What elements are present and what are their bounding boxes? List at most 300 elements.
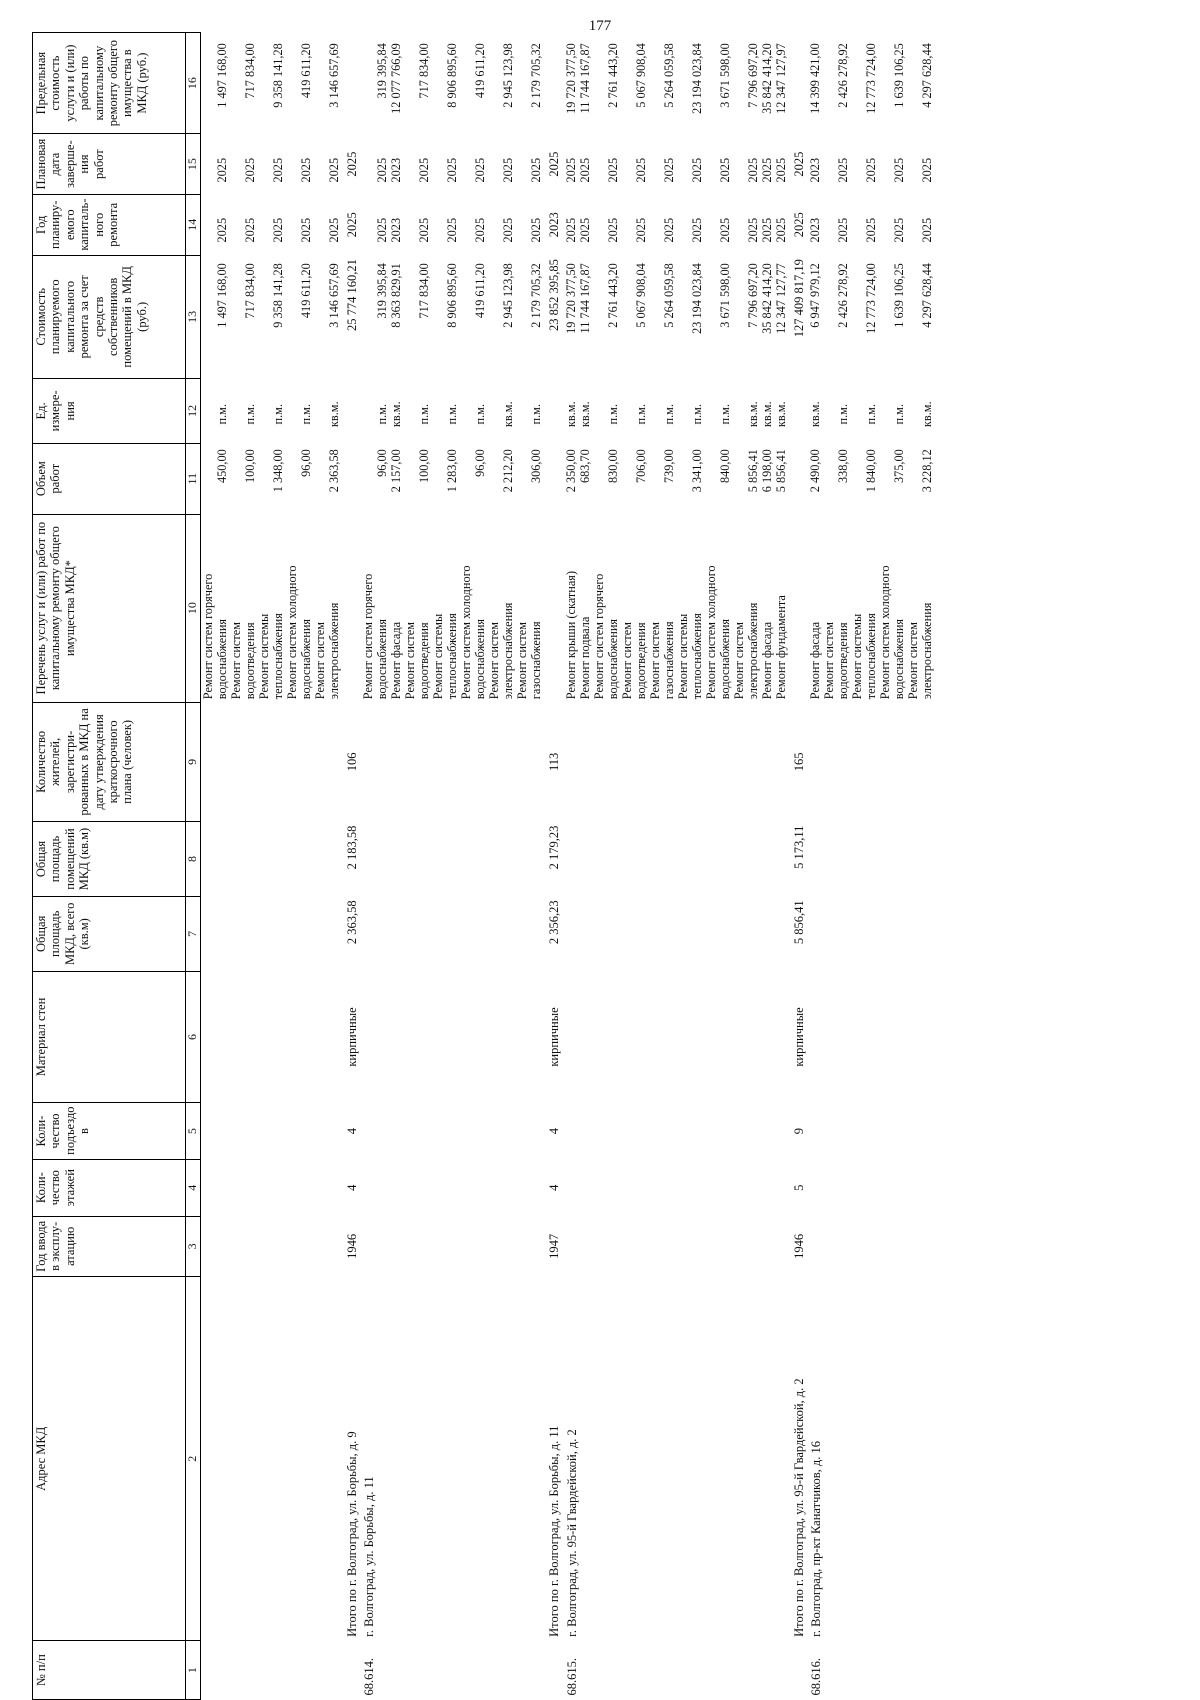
work-year: 2025 xyxy=(529,217,544,243)
work-end-date: 2025 xyxy=(375,157,390,183)
work-name: Ремонт фасада xyxy=(759,621,774,700)
unit-cell xyxy=(543,379,563,444)
work-name: Ремонт систем xyxy=(731,621,746,700)
empty-cell xyxy=(564,822,788,897)
works-cell xyxy=(788,514,808,702)
work-cost xyxy=(906,260,920,382)
work-volume: 2 350,00 xyxy=(563,449,578,493)
work-volume xyxy=(285,446,299,516)
work-year: 2025 xyxy=(473,217,488,243)
floors-cell: 4 xyxy=(547,1184,562,1191)
column-number-11: 11 xyxy=(186,443,201,514)
work-cost: 2 426 278,92 xyxy=(836,263,851,328)
work-year: 2025 xyxy=(773,217,788,243)
work-name: теплоснабжения xyxy=(271,613,285,700)
work-volume: 450,00 xyxy=(215,449,229,484)
volume-cell xyxy=(543,443,563,514)
work-unit xyxy=(648,382,662,446)
work-volume xyxy=(878,446,892,516)
work-year: 2025 xyxy=(243,217,257,243)
total-year-cell: 2025 xyxy=(345,212,359,238)
work-year: 2025 xyxy=(892,217,907,243)
works-list-cell xyxy=(808,33,934,703)
work-end-date xyxy=(403,140,417,200)
work-name: Ремонт фасада xyxy=(389,621,404,700)
work-end-date: 2025 xyxy=(445,157,460,183)
empty-cell xyxy=(361,1103,543,1160)
work-name: водоснабжения xyxy=(215,618,229,700)
column-number-1: 1 xyxy=(186,1641,201,1700)
work-unit xyxy=(285,382,299,446)
work-volume: 2 157,00 xyxy=(389,449,404,493)
work-volume: 375,00 xyxy=(892,449,907,484)
work-unit: п.м. xyxy=(661,403,676,425)
work-cost xyxy=(732,260,746,382)
work-unit: п.м. xyxy=(271,403,285,425)
column-number-15: 15 xyxy=(186,134,201,195)
header-cell-9: Количество жителей, зарегистри-рованных в МКД на дату утверждения краткосрочного плана (человек) xyxy=(33,702,186,821)
work-cost: 2 761 443,20 xyxy=(605,263,620,328)
work-end-date xyxy=(201,140,215,200)
rooms-area-cell: 2 183,58 xyxy=(345,825,359,870)
repair-plan-table xyxy=(32,32,934,1700)
empty-cell xyxy=(808,1103,934,1160)
work-cost: 12 347 127,77 xyxy=(773,263,788,334)
work-cost xyxy=(648,260,662,382)
work-volume: 338,00 xyxy=(836,449,851,484)
empty-cell xyxy=(808,1216,934,1277)
work-unit xyxy=(459,382,473,446)
work-limit-cost: 19 720 377,50 xyxy=(563,43,578,114)
work-end-date: 2023 xyxy=(808,157,823,183)
work-end-date: 2025 xyxy=(661,157,676,183)
work-volume xyxy=(257,446,271,516)
work-name: Ремонт систем xyxy=(822,621,837,700)
unit-cell xyxy=(788,379,808,444)
header-cell-7: Общая площадь МКД, всего (кв.м) xyxy=(33,896,186,971)
address-block-row xyxy=(361,33,543,1700)
work-year: 2025 xyxy=(661,217,676,243)
work-year: 2025 xyxy=(417,217,432,243)
work-year: 2025 xyxy=(920,217,935,243)
work-end-date: 2023 xyxy=(389,157,404,183)
empty-cell xyxy=(361,702,543,821)
work-cost: 1 639 106,25 xyxy=(892,263,907,328)
work-end-date xyxy=(459,140,473,200)
works-cell xyxy=(341,514,361,702)
total-area-cell: 5 856,41 xyxy=(791,900,806,945)
work-end-date: 2025 xyxy=(759,157,774,183)
total-row xyxy=(543,33,563,1700)
row-number: 68.616. xyxy=(809,1658,824,1696)
works-list-cell xyxy=(201,33,342,703)
work-unit xyxy=(515,382,529,446)
work-end-date: 2025 xyxy=(633,157,648,183)
work-limit-cost: 1 639 106,25 xyxy=(892,43,907,108)
work-end-date: 2025 xyxy=(864,157,879,183)
wall-material-cell: кирпичные xyxy=(791,1007,806,1067)
work-end-date: 2025 xyxy=(689,157,704,183)
work-name: Ремонт крыши (скатная) xyxy=(563,570,578,700)
work-limit-cost xyxy=(850,40,864,140)
work-end-date: 2025 xyxy=(529,157,544,183)
work-name: газоснабжения xyxy=(661,621,676,700)
work-volume: 1 348,00 xyxy=(271,449,285,493)
empty-cell xyxy=(201,1216,342,1277)
entrances-cell: 4 xyxy=(547,1127,562,1135)
work-end-date xyxy=(676,140,690,200)
total-area-cell: 2 356,23 xyxy=(547,900,562,945)
header-cell-8: Общая площадь помещений МКД (кв.м) xyxy=(33,822,186,897)
work-end-date: 2025 xyxy=(920,157,935,183)
work-year xyxy=(704,200,718,260)
header-cell-14: Год планиру-емого капиталь-ного ремонта xyxy=(33,194,186,255)
work-volume xyxy=(676,446,690,516)
total-area-cell: 2 363,58 xyxy=(345,900,359,945)
work-limit-cost xyxy=(704,40,718,140)
work-end-date: 2025 xyxy=(215,157,229,183)
address-cell: г. Волгоград, ул. Борьбы, д. 11 xyxy=(362,1476,377,1637)
empty-cell xyxy=(808,971,934,1102)
work-limit-cost xyxy=(822,40,836,140)
work-volume: 683,70 xyxy=(577,449,592,484)
work-volume: 2 363,58 xyxy=(327,449,341,493)
work-limit-cost: 5 264 059,58 xyxy=(661,43,676,108)
work-cost: 717 834,00 xyxy=(243,263,257,319)
limit-cell xyxy=(341,33,361,134)
work-limit-cost: 1 497 168,00 xyxy=(215,43,229,108)
column-number-row xyxy=(186,33,201,1700)
work-cost xyxy=(676,260,690,382)
work-end-date: 2025 xyxy=(501,157,516,183)
work-year xyxy=(431,200,445,260)
work-limit-cost xyxy=(648,40,662,140)
work-year: 2025 xyxy=(215,217,229,243)
residents-cell: 106 xyxy=(345,752,359,772)
work-end-date xyxy=(704,140,718,200)
work-name: Ремонт систем холодного xyxy=(703,565,718,700)
work-end-date xyxy=(487,140,501,200)
work-name: Ремонт систем горячего xyxy=(201,573,215,700)
row-number xyxy=(543,1641,563,1700)
work-volume: 840,00 xyxy=(717,449,732,484)
work-name: Ремонт систем xyxy=(313,621,327,700)
limit-cell xyxy=(788,33,808,134)
work-unit xyxy=(906,382,920,446)
work-cost xyxy=(878,260,892,382)
work-name: Ремонт систем xyxy=(906,621,921,700)
work-cost xyxy=(704,260,718,382)
work-unit xyxy=(592,382,606,446)
empty-cell xyxy=(564,896,788,971)
work-volume: 100,00 xyxy=(243,449,257,484)
work-unit xyxy=(431,382,445,446)
work-year: 2025 xyxy=(563,217,578,243)
work-volume xyxy=(704,446,718,516)
work-year xyxy=(229,200,243,260)
work-end-date: 2025 xyxy=(717,157,732,183)
work-end-date: 2025 xyxy=(773,157,788,183)
work-unit: п.м. xyxy=(445,403,460,425)
work-volume: 100,00 xyxy=(417,449,432,484)
work-year: 2025 xyxy=(299,217,313,243)
work-unit xyxy=(822,382,836,446)
total-cost-cell: 127 409 817,19 xyxy=(791,259,806,338)
residents-cell: 165 xyxy=(791,752,806,772)
work-end-date: 2025 xyxy=(473,157,488,183)
work-name: Ремонт систем холодного xyxy=(459,565,474,700)
work-unit xyxy=(732,382,746,446)
work-limit-cost xyxy=(201,40,215,140)
work-end-date xyxy=(850,140,864,200)
work-end-date: 2025 xyxy=(577,157,592,183)
work-end-date: 2025 xyxy=(299,157,313,183)
work-cost: 7 796 697,20 xyxy=(745,263,760,328)
work-unit: п.м. xyxy=(375,403,390,425)
total-row xyxy=(788,33,808,1700)
work-limit-cost: 2 426 278,92 xyxy=(836,43,851,108)
header-cell-2: Адрес МКД xyxy=(33,1277,186,1641)
work-limit-cost xyxy=(676,40,690,140)
work-name: водоотведения xyxy=(243,622,257,700)
work-cost xyxy=(313,260,327,382)
work-cost xyxy=(285,260,299,382)
work-year xyxy=(515,200,529,260)
header-cell-16: Предельная стоимость услуги и (или) работы по капитальному ремонту общего имущества в МКД (руб.) xyxy=(33,33,186,134)
table-body xyxy=(201,33,935,1700)
work-unit xyxy=(201,382,215,446)
work-name: Ремонт систем холодного xyxy=(878,565,893,700)
work-limit-cost xyxy=(431,40,445,140)
work-end-date xyxy=(285,140,299,200)
work-limit-cost: 319 395,84 xyxy=(375,43,390,99)
work-cost: 5 067 908,04 xyxy=(633,263,648,328)
header-cell-5: Коли-чество подъездо в xyxy=(33,1103,186,1160)
column-number-9: 9 xyxy=(186,702,201,821)
work-name: водоотведения xyxy=(836,622,851,700)
work-limit-cost: 419 611,20 xyxy=(299,43,313,99)
work-limit-cost: 3 146 657,69 xyxy=(327,43,341,108)
work-end-date xyxy=(620,140,634,200)
work-limit-cost xyxy=(459,40,473,140)
work-year xyxy=(732,200,746,260)
work-unit: п.м. xyxy=(473,403,488,425)
works-grid xyxy=(201,33,341,703)
column-number-7: 7 xyxy=(186,896,201,971)
total-end-cell: 2025 xyxy=(547,151,562,177)
work-unit xyxy=(361,382,375,446)
total-year-cell: 2025 xyxy=(791,212,806,238)
row-number xyxy=(341,1641,361,1700)
work-name: теплоснабжения xyxy=(445,613,460,700)
empty-cell xyxy=(564,1159,788,1216)
work-year: 2025 xyxy=(717,217,732,243)
address-block-row xyxy=(564,33,788,1700)
work-limit-cost xyxy=(361,40,375,140)
work-year: 2025 xyxy=(759,217,774,243)
total-end-cell: 2025 xyxy=(791,151,806,177)
entrances-cell: 4 xyxy=(345,1127,359,1135)
work-limit-cost xyxy=(620,40,634,140)
work-name: водоснабжения xyxy=(375,618,390,700)
work-name: водоотведения xyxy=(633,622,648,700)
work-unit: кв.м. xyxy=(808,401,823,428)
work-volume: 739,00 xyxy=(661,449,676,484)
work-limit-cost xyxy=(313,40,327,140)
work-cost: 9 358 141,28 xyxy=(271,263,285,328)
residents-cell: 113 xyxy=(547,752,562,772)
rotated-table-page xyxy=(32,32,1167,1700)
work-year: 2025 xyxy=(836,217,851,243)
work-year xyxy=(285,200,299,260)
work-name: Ремонт системы xyxy=(431,613,446,700)
works-list-cell xyxy=(361,33,543,703)
work-end-date xyxy=(361,140,375,200)
address-cell: г. Волгоград, ул. 95-й Гвардейской, д. 2 xyxy=(564,1429,579,1637)
work-limit-cost xyxy=(257,40,271,140)
work-volume: 1 840,00 xyxy=(864,449,879,493)
works-cell xyxy=(543,514,563,702)
work-year xyxy=(201,200,215,260)
work-unit: п.м. xyxy=(215,403,229,425)
empty-cell xyxy=(201,1159,342,1216)
work-cost xyxy=(257,260,271,382)
work-cost xyxy=(850,260,864,382)
work-name: Ремонт систем холодного xyxy=(285,565,299,700)
work-unit xyxy=(676,382,690,446)
header-cell-11: Объем работ xyxy=(33,443,186,514)
work-volume xyxy=(620,446,634,516)
work-end-date xyxy=(431,140,445,200)
row-number xyxy=(788,1641,808,1700)
total-end-cell: 2025 xyxy=(345,151,359,177)
work-unit: кв.м. xyxy=(773,401,788,428)
header-cell-4: Коли-чество этажей xyxy=(33,1159,186,1216)
work-cost xyxy=(459,260,473,382)
page-number: 177 xyxy=(588,18,612,34)
entrances-cell: 9 xyxy=(791,1127,806,1135)
work-year xyxy=(403,200,417,260)
work-volume xyxy=(515,446,529,516)
work-limit-cost: 419 611,20 xyxy=(473,43,488,99)
work-end-date: 2025 xyxy=(327,157,341,183)
address-cell: Итого по г. Волгоград, ул. Борьбы, д. 9 xyxy=(345,1431,359,1637)
total-cost-cell: 25 774 160,21 xyxy=(345,259,359,331)
work-cost: 419 611,20 xyxy=(473,263,488,319)
volume-cell xyxy=(341,443,361,514)
work-limit-cost xyxy=(592,40,606,140)
work-limit-cost: 14 399 421,00 xyxy=(808,43,823,114)
empty-cell xyxy=(564,1216,788,1277)
work-cost: 3 671 598,00 xyxy=(717,263,732,328)
empty-cell xyxy=(361,1216,543,1277)
work-volume xyxy=(403,446,417,516)
work-cost: 35 842 414,20 xyxy=(759,263,774,334)
work-unit: п.м. xyxy=(689,403,704,425)
work-unit xyxy=(257,382,271,446)
column-number-16: 16 xyxy=(186,33,201,134)
work-limit-cost: 2 945 123,98 xyxy=(501,43,516,108)
header-cell-12: Ед. измере-ния xyxy=(33,379,186,444)
work-cost xyxy=(361,260,375,382)
work-volume: 3 341,00 xyxy=(689,449,704,493)
empty-cell xyxy=(201,822,342,897)
work-year: 2025 xyxy=(633,217,648,243)
work-end-date xyxy=(592,140,606,200)
header-cell-10: Перечень услуг и (или) работ по капитальному ремонту общего имущества МКД* xyxy=(33,514,186,702)
work-limit-cost: 7 796 697,20 xyxy=(745,43,760,108)
work-volume xyxy=(648,446,662,516)
work-name: водоснабжения xyxy=(473,618,488,700)
work-year: 2023 xyxy=(808,217,823,243)
work-unit: кв.м. xyxy=(577,401,592,428)
work-year xyxy=(459,200,473,260)
work-volume xyxy=(487,446,501,516)
work-volume xyxy=(313,446,327,516)
year-built-cell: 1946 xyxy=(791,1233,806,1259)
address-block-row xyxy=(201,33,342,1700)
work-name: Ремонт системы xyxy=(850,613,865,700)
year-built-cell: 1947 xyxy=(547,1233,562,1259)
works-grid xyxy=(808,33,934,703)
work-name: Ремонт систем горячего xyxy=(361,573,376,700)
volume-cell xyxy=(788,443,808,514)
work-volume xyxy=(822,446,836,516)
work-unit: п.м. xyxy=(836,403,851,425)
work-unit: п.м. xyxy=(717,403,732,425)
work-year: 2025 xyxy=(445,217,460,243)
work-volume: 830,00 xyxy=(605,449,620,484)
work-year xyxy=(878,200,892,260)
work-volume: 96,00 xyxy=(473,449,488,477)
work-unit: п.м. xyxy=(299,403,313,425)
work-unit: кв.м. xyxy=(759,401,774,428)
unit-cell xyxy=(341,379,361,444)
work-unit: кв.м. xyxy=(563,401,578,428)
works-list-cell xyxy=(564,33,788,703)
work-limit-cost: 12 773 724,00 xyxy=(864,43,879,114)
work-cost xyxy=(201,260,215,382)
work-unit xyxy=(620,382,634,446)
work-unit xyxy=(403,382,417,446)
work-cost: 8 906 895,60 xyxy=(445,263,460,328)
empty-cell xyxy=(201,1103,342,1160)
work-year: 2025 xyxy=(577,217,592,243)
empty-cell xyxy=(564,971,788,1102)
column-number-10: 10 xyxy=(186,514,201,702)
work-name: электроснабжения xyxy=(501,602,516,700)
column-number-5: 5 xyxy=(186,1103,201,1160)
work-volume xyxy=(459,446,473,516)
work-end-date xyxy=(257,140,271,200)
work-cost xyxy=(822,260,836,382)
empty-cell xyxy=(201,896,342,971)
work-unit: кв.м. xyxy=(501,401,516,428)
work-end-date: 2025 xyxy=(836,157,851,183)
work-limit-cost: 2 761 443,20 xyxy=(605,43,620,108)
work-year: 2025 xyxy=(689,217,704,243)
work-end-date: 2025 xyxy=(271,157,285,183)
work-cost: 319 395,84 xyxy=(375,263,390,319)
work-volume xyxy=(592,446,606,516)
address-cell: Итого по г. Волгоград, ул. Борьбы, д. 11 xyxy=(547,1425,562,1637)
work-unit: п.м. xyxy=(243,403,257,425)
work-cost: 11 744 167,87 xyxy=(577,263,592,334)
work-cost: 717 834,00 xyxy=(417,263,432,319)
work-unit: п.м. xyxy=(417,403,432,425)
address-cell: Итого по г. Волгоград, ул. 95-й Гвардейской, д. 2 xyxy=(791,1378,806,1637)
work-unit xyxy=(229,382,243,446)
